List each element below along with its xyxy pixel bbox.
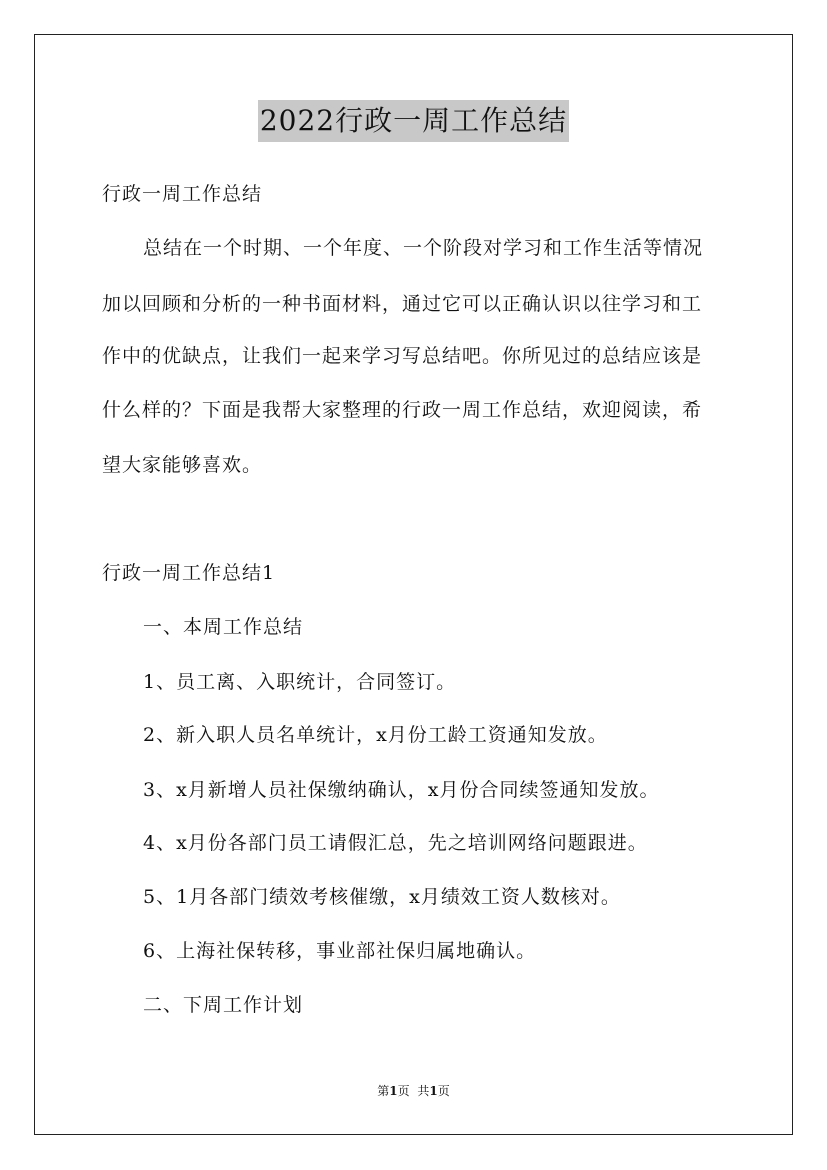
list-item: 5、1月各部门绩效考核催缴，x月绩效工资人数核对。 [143,886,621,908]
page-suffix: 页 [397,1084,410,1098]
list-item: 1、员工离、入职统计，合同签订。 [143,671,457,693]
part-heading: 一、本周工作总结 [143,616,304,638]
intro-line: 什么样的？下面是我帮大家整理的行政一周工作总结，欢迎阅读，希 [102,399,703,421]
title-container [0,100,827,142]
list-item: 6、上海社保转移，事业部社保归属地确认。 [143,940,537,962]
total-suffix: 页 [437,1084,450,1098]
page-footer [0,1083,827,1099]
page-number: 1 [389,1084,398,1098]
list-item: 3、x月新增人员社保缴纳确认，x月份合同续签通知发放。 [143,779,660,801]
page-prefix: 第 [377,1084,390,1098]
intro-line: 总结在一个时期、一个年度、一个阶段对学习和工作生活等情况 [143,237,704,259]
document-subtitle: 行政一周工作总结 [102,183,263,205]
intro-line: 望大家能够喜欢。 [102,454,263,476]
section-heading: 行政一周工作总结1 [102,562,276,584]
list-item: 4、x月份各部门员工请假汇总，先之培训网络问题跟进。 [143,832,648,854]
total-pages: 1 [429,1084,438,1098]
total-prefix: 共 [417,1084,430,1098]
intro-line: 加以回顾和分析的一种书面材料，通过它可以正确认识以往学习和工 [102,293,703,315]
part-heading: 二、下周工作计划 [143,994,304,1016]
document-title: 2022行政一周工作总结 [258,100,569,142]
intro-line: 作中的优缺点，让我们一起来学习写总结吧。你所见过的总结应该是 [102,345,703,367]
list-item: 2、新入职人员名单统计，x月份工龄工资通知发放。 [143,724,608,746]
